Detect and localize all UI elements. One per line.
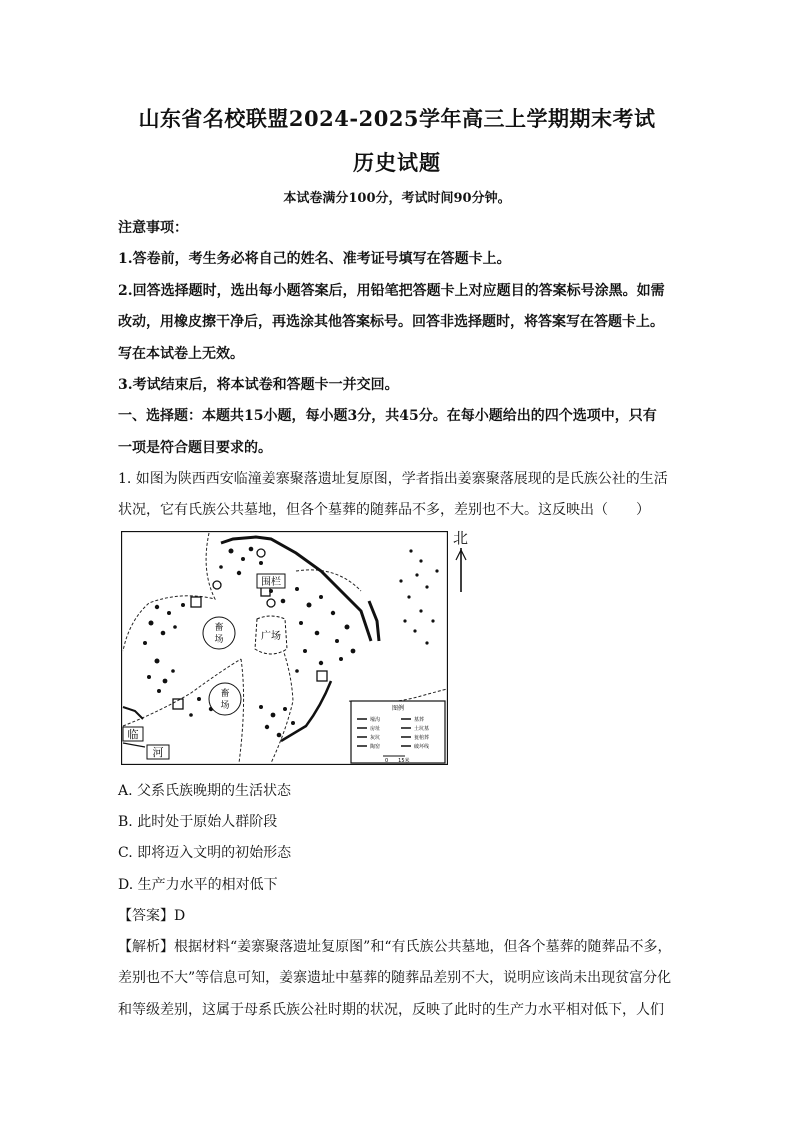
jiangzhai-settlement-map	[121, 531, 448, 765]
pen-2-label-b: 场	[220, 701, 230, 711]
legend-item-2: 房址	[370, 726, 381, 732]
pen-1-label-a: 畜	[214, 623, 224, 633]
legend-title: 图例	[391, 705, 405, 712]
question-1-stem-line-1: 1. 如图为陕西西安临潼姜寨聚落遗址复原图，学者指出姜寨聚落展现的是氏族公社的生活	[118, 471, 668, 487]
note-item-2-line-3: 写在本试卷上无效。	[118, 346, 244, 362]
subject-title: 历史试题	[353, 150, 441, 175]
legend-item-1: 壕沟	[370, 717, 381, 723]
option-c: C. 即将迈入文明的初始形态	[118, 845, 292, 861]
pen-2-label-a: 畜	[220, 689, 230, 699]
option-a: A. 父系氏族晚期的生活状态	[118, 783, 292, 799]
note-item-1: 1.答卷前，考生务必将自己的姓名、准考证号填写在答题卡上。	[118, 251, 511, 267]
plaza-label: 广场	[261, 631, 281, 642]
river-label-a: 临	[127, 728, 139, 741]
river-label-b: 河	[152, 746, 164, 759]
fence-label: 围栏	[261, 577, 281, 588]
legend-scale: 0 15米	[385, 758, 410, 764]
legend-item-8: 破坏线	[414, 744, 430, 750]
question-1-stem-line-2: 状况，它有氏族公共墓地，但各个墓葬的随葬品不多，差别也不大。这反映出（ ）	[118, 502, 650, 518]
map-legend	[351, 701, 445, 764]
section-heading-line-1: 一、选择题：本题共15小题，每小题3分，共45分。在每小题给出的四个选项中，只有	[118, 408, 657, 424]
analysis-line-1: 【解析】根据材料“姜寨聚落遗址复原图”和“有氏族公共墓地，但各个墓葬的随葬品不多，	[118, 939, 672, 955]
exam-title: 山东省名校联盟2024-2025学年高三上学期期末考试	[138, 106, 656, 131]
legend-item-7: 瓮棺葬	[414, 735, 430, 741]
option-d: D. 生产力水平的相对低下	[118, 877, 278, 893]
section-heading-line-2: 一项是符合题目要求的。	[118, 440, 272, 456]
north-label: 北	[453, 529, 469, 547]
legend-item-6: 土坑墓	[414, 726, 430, 732]
legend-item-3: 灰坑	[370, 735, 381, 741]
analysis-line-2: 差别也不大”等信息可知，姜寨遗址中墓葬的随葬品差别不大，说明应该尚未出现贫富分化	[118, 970, 672, 986]
notes-heading: 注意事项：	[118, 220, 188, 236]
north-arrow-icon	[452, 528, 470, 594]
note-item-3: 3.考试结束后，将本试卷和答题卡一并交回。	[118, 377, 399, 393]
option-b: B. 此时处于原始人群阶段	[118, 814, 278, 830]
answer: 【答案】D	[118, 908, 186, 924]
exam-meta: 本试卷满分100分，考试时间90分钟。	[283, 191, 511, 206]
note-item-2-line-1: 2.回答选择题时，选出每小题答案后，用铅笔把答题卡上对应题目的答案标号涂黑。如需	[118, 283, 665, 299]
legend-item-5: 墓葬	[414, 717, 425, 723]
analysis-line-3: 和等级差别，这属于母系氏族公社时期的状况，反映了此时的生产力水平相对低下，人们	[118, 1002, 664, 1018]
pen-1-label-b: 场	[214, 635, 224, 645]
legend-item-4: 陶窑	[370, 744, 381, 750]
note-item-2-line-2: 改动，用橡皮擦干净后，再选涂其他答案标号。回答非选择题时，将答案写在答题卡上。	[118, 314, 664, 330]
